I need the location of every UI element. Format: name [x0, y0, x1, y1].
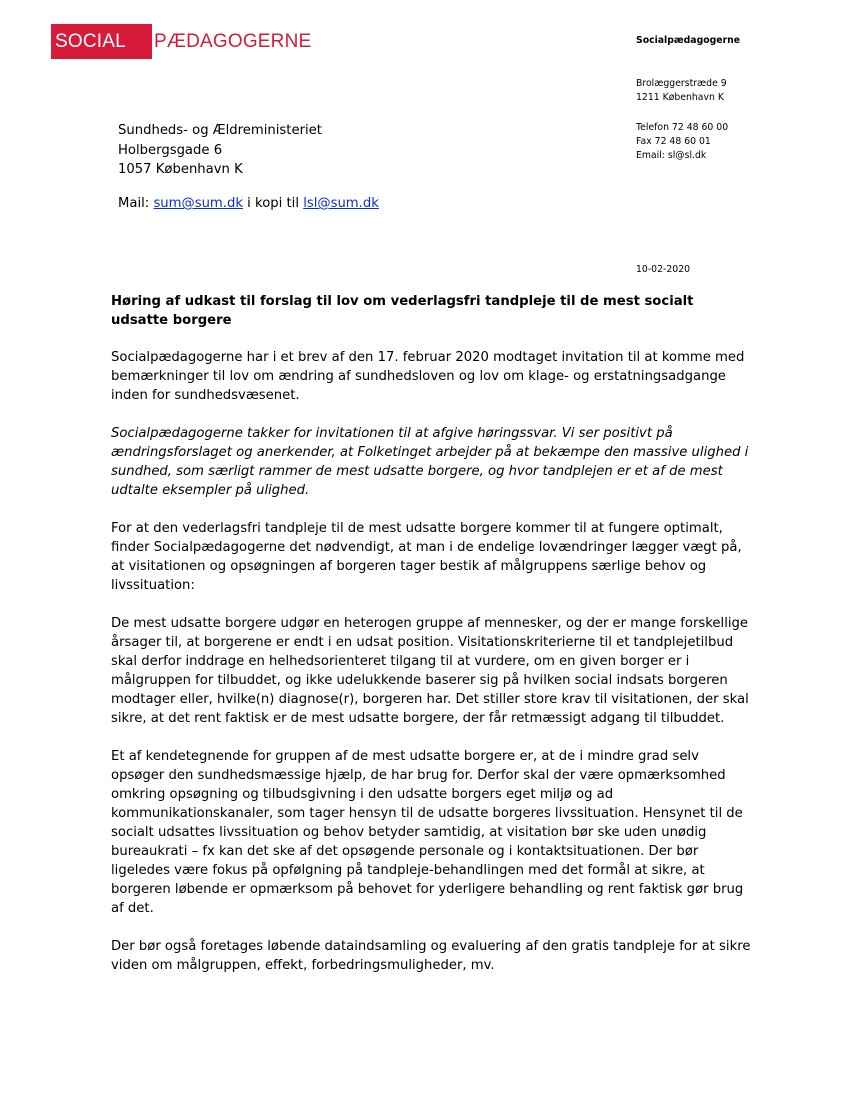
sender-address-street: Brolæggerstræde 9 — [636, 78, 727, 89]
email-link-copy[interactable]: lsl@sum.dk — [303, 196, 379, 211]
sender-address — [636, 77, 727, 105]
letter-body — [111, 348, 751, 994]
mail-prefix: Mail: — [118, 196, 154, 211]
logo-right-text: PÆDAGOGERNE — [154, 30, 312, 52]
organization-logo — [51, 24, 311, 59]
email-link-primary[interactable]: sum@sum.dk — [153, 196, 243, 211]
body-paragraph-2: Socialpædagogerne takker for invitationen til at afgive høringssvar. Vi ser positivt på ændringsforslaget og anerkender, at Folketinget arbejder på at bekæmpe den massive ulighed i sundhed, som særligt rammer de mest udsatte borgere, og hvor tandplejen er et af de mest udtalte eksempler på ulighed. — [111, 426, 749, 498]
sender-email: Email: sl@sl.dk — [636, 150, 707, 161]
body-paragraph-1: Socialpædagogerne har i et brev af den 17. februar 2020 modtaget invitation til at komme med bemærkninger til lov om ændring af sundhedsloven og lov om klage- og erstatningsadgange inden for sundhedsvæsenet. — [111, 350, 745, 403]
recipient-address — [118, 121, 322, 180]
body-paragraph-5: Et af kendetegnende for gruppen af de mest udsatte borgere er, at de i mindre grad selv opsøger den sundhedsmæssige hjælp, de har brug for. Derfor skal der være opmærksomhed omkring opsøgning og tilbudsgivning i den udsatte borgers eget miljø og ad kommunikationskanaler, som tager hensyn til de udsatte borgeres livssituation. Hensynet til de socialt udsattes livssituation og behov betyder samtidig, at visitation bør ske uden unødig bureaukrati – fx kan det ske af det opsøgende personale og i kontaktsituationen. Der bør ligeledes være fokus på opfølgning på tandpleje-behandlingen med det formål at sikre, at borgeren løbende er opmærksom på behovet for yderligere behandling og rent faktisk gør brug af det. — [111, 749, 744, 916]
letter-title: Høring af udkast til forslag til lov om vederlagsfri tandpleje til de mest socialt udsatte borgere — [111, 294, 694, 328]
mail-copy-text: i kopi til — [242, 196, 304, 211]
sender-contact — [636, 121, 728, 163]
sender-name: Socialpædagogerne — [636, 35, 741, 46]
sender-fax: Fax 72 48 60 01 — [636, 136, 711, 147]
letter-date: 10-02-2020 — [636, 264, 691, 275]
recipient-street: Holbergsgade 6 — [118, 142, 223, 158]
body-paragraph-4: De mest udsatte borgere udgør en heterogen gruppe af mennesker, og der er mange forskellige årsager til, at borgerene er endt i en udsat position. Visitationskriterierne til et tandplejetilbud skal derfor inddrage en helhedsorienteret tilgang til at vurdere, om en given borger er i målgruppen for tilbuddet, og ikke udelukkende baserer sig på hvilken social indsats borgeren modtager eller, hvilke(n) diagnose(r), borgeren har. Det stiller store krav til visitationen, der skal sikre, at det rent faktisk er de mest udsatte borgere, der får retmæssigt adgang til tilbuddet. — [111, 616, 749, 726]
body-paragraph-6: Der bør også foretages løbende dataindsamling og evaluering af den gratis tandpleje for at sikre viden om målgruppen, effekt, forbedringsmuligheder, mv. — [111, 939, 751, 973]
recipient-name: Sundheds- og Ældreministeriet — [118, 123, 322, 138]
sender-phone: Telefon 72 48 60 00 — [636, 122, 729, 133]
logo-left-block: SOCIAL — [51, 24, 152, 59]
recipient-city: 1057 København K — [118, 162, 243, 177]
mail-line — [118, 194, 379, 213]
sender-address-city: 1211 København K — [636, 92, 724, 103]
body-paragraph-3: For at den vederlagsfri tandpleje til de mest udsatte borgere kommer til at fungere optimalt, finder Socialpædagogerne det nødvendigt, at man i de endelige lovændringer lægger vægt på, at visitationen og opsøgningen af borgeren tager bestik af målgruppens særlige behov og livssituation: — [111, 521, 742, 593]
